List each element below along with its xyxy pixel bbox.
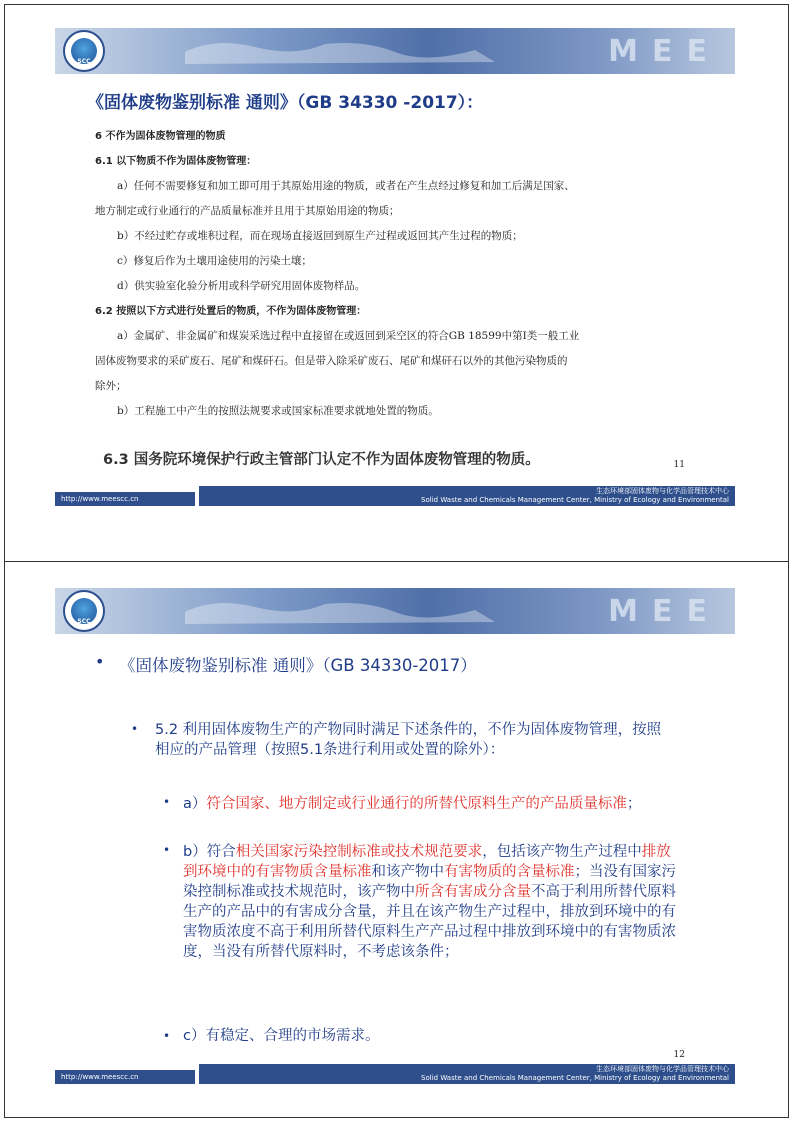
slide-banner bbox=[55, 588, 735, 634]
bullet-icon: • bbox=[163, 843, 171, 857]
highlight-text: 排放到环境中的有害物质含量标准 bbox=[183, 844, 671, 880]
item-6-1-c: c）修复后作为土壤用途使用的污染土壤； bbox=[117, 255, 312, 267]
bullet-icon: • bbox=[163, 1029, 171, 1043]
highlight-text: 相关国家污染控制标准或技术规范要求 bbox=[235, 844, 483, 860]
slide-title: 《固体废物鉴别标准 通则》（GB 34330 -2017）： bbox=[87, 93, 484, 113]
bullet-icon: • bbox=[95, 652, 105, 671]
item-6-2-a-cont2: 除外； bbox=[95, 380, 127, 392]
slide-title: 《固体废物鉴别标准 通则》（GB 34330-2017） bbox=[119, 656, 477, 675]
footer-org-en: Solid Waste and Chemicals Management Center, Ministry of Ecology and Environmental bbox=[421, 1074, 729, 1082]
page-number: 12 bbox=[673, 1050, 685, 1060]
clause-5-2-b: b）符合相关国家污染控制标准或技术规范要求，包括该产物生产过程中排放到环境中的有害物质含量标准和该产物中有害物质的含量标准；当没有国家污染控制标准或技术规范时，该产物中所含有害成分含量不高于利用所替代原料生产的产品中的有害成分含量，并且在该产物生产过程中，排放到环境中的有害物质浓度不高于利用所替代原料生产产品过程中排放到环境中的有害物质浓度，当没有所替代原料时，不考虑该条件； bbox=[183, 844, 676, 960]
item-6-1-a-cont: 地方制定或行业通行的产品质量标准并且用于其原始用途的物质； bbox=[95, 205, 400, 217]
slide-banner bbox=[55, 28, 735, 74]
standard-excerpt bbox=[95, 124, 705, 424]
scc-logo: SCC bbox=[63, 590, 105, 632]
clause-5-2-a: a）符合国家、地方制定或行业通行的所替代原料生产的产品质量标准； bbox=[183, 796, 642, 812]
section-6-1: 6.1 以下物质不作为固体废物管理： bbox=[95, 156, 257, 167]
slide-11 bbox=[55, 28, 735, 508]
clause-5-2: 5.2 利用固体废物生产的产物同时满足下述条件的，不作为固体废物管理，按照相应的产品管理（按照5.1条进行利用或处置的除外）： bbox=[155, 722, 662, 758]
clause-5-2-c: c）有稳定、合理的市场需求。 bbox=[183, 1028, 380, 1044]
item-6-2-b: b）工程施工中产生的按照法规要求或国家标准要求就地处置的物质。 bbox=[117, 405, 439, 417]
mee-banner-text: MEE bbox=[608, 34, 721, 69]
footer-url[interactable]: http://www.meescc.cn bbox=[55, 1070, 195, 1084]
item-6-1-b: b）不经过贮存或堆积过程，而在现场直接返回到原生产过程或返回其产生过程的物质； bbox=[117, 230, 523, 242]
slide-footer bbox=[55, 486, 735, 506]
slide-footer bbox=[55, 1064, 735, 1084]
mee-banner-text: MEE bbox=[608, 594, 721, 629]
scc-logo: SCC bbox=[63, 30, 105, 72]
page-divider bbox=[4, 561, 789, 562]
world-map-icon bbox=[175, 592, 505, 630]
section-6-2: 6.2 按照以下方式进行处置后的物质，不作为固体废物管理： bbox=[95, 306, 367, 317]
highlight-text: 符合国家、地方制定或行业通行的所替代原料生产的产品质量标准 bbox=[206, 796, 627, 812]
section-6-3: 6.3 国务院环境保护行政主管部门认定不作为固体废物管理的物质。 bbox=[103, 452, 540, 468]
world-map-icon bbox=[175, 32, 505, 70]
footer-org bbox=[199, 486, 735, 506]
footer-org-en: Solid Waste and Chemicals Management Center, Ministry of Ecology and Environmental bbox=[421, 496, 729, 504]
item-6-2-a-cont1: 固体废物要求的采矿废石、尾矿和煤矸石。但是带入除采矿废石、尾矿和煤矸石以外的其他污染物质的 bbox=[95, 355, 568, 367]
footer-url[interactable]: http://www.meescc.cn bbox=[55, 492, 195, 506]
footer-org bbox=[199, 1064, 735, 1084]
page-number: 11 bbox=[673, 460, 685, 470]
highlight-text: 有害物质的含量标准 bbox=[444, 864, 575, 880]
item-6-2-a: a）金属矿、非金属矿和煤炭采选过程中直接留在或返回到采空区的符合GB 18599中第I类一般工业 bbox=[117, 330, 580, 342]
item-6-1-d: d）供实验室化验分析用或科学研究用固体废物样品。 bbox=[117, 280, 366, 292]
bullet-icon: • bbox=[131, 722, 139, 736]
highlight-text: 所含有害成分含量 bbox=[415, 884, 531, 900]
item-6-1-a: a）任何不需要修复和加工即可用于其原始用途的物质，或者在产生点经过修复和加工后满足国家、 bbox=[117, 180, 575, 192]
footer-org-cn: 生态环境部固体废物与化学品管理技术中心 bbox=[596, 487, 729, 495]
section-6: 6 不作为固体废物管理的物质 bbox=[95, 131, 226, 142]
slide-12 bbox=[55, 588, 735, 1082]
footer-org-cn: 生态环境部固体废物与化学品管理技术中心 bbox=[596, 1065, 729, 1073]
bullet-icon: • bbox=[163, 795, 171, 809]
